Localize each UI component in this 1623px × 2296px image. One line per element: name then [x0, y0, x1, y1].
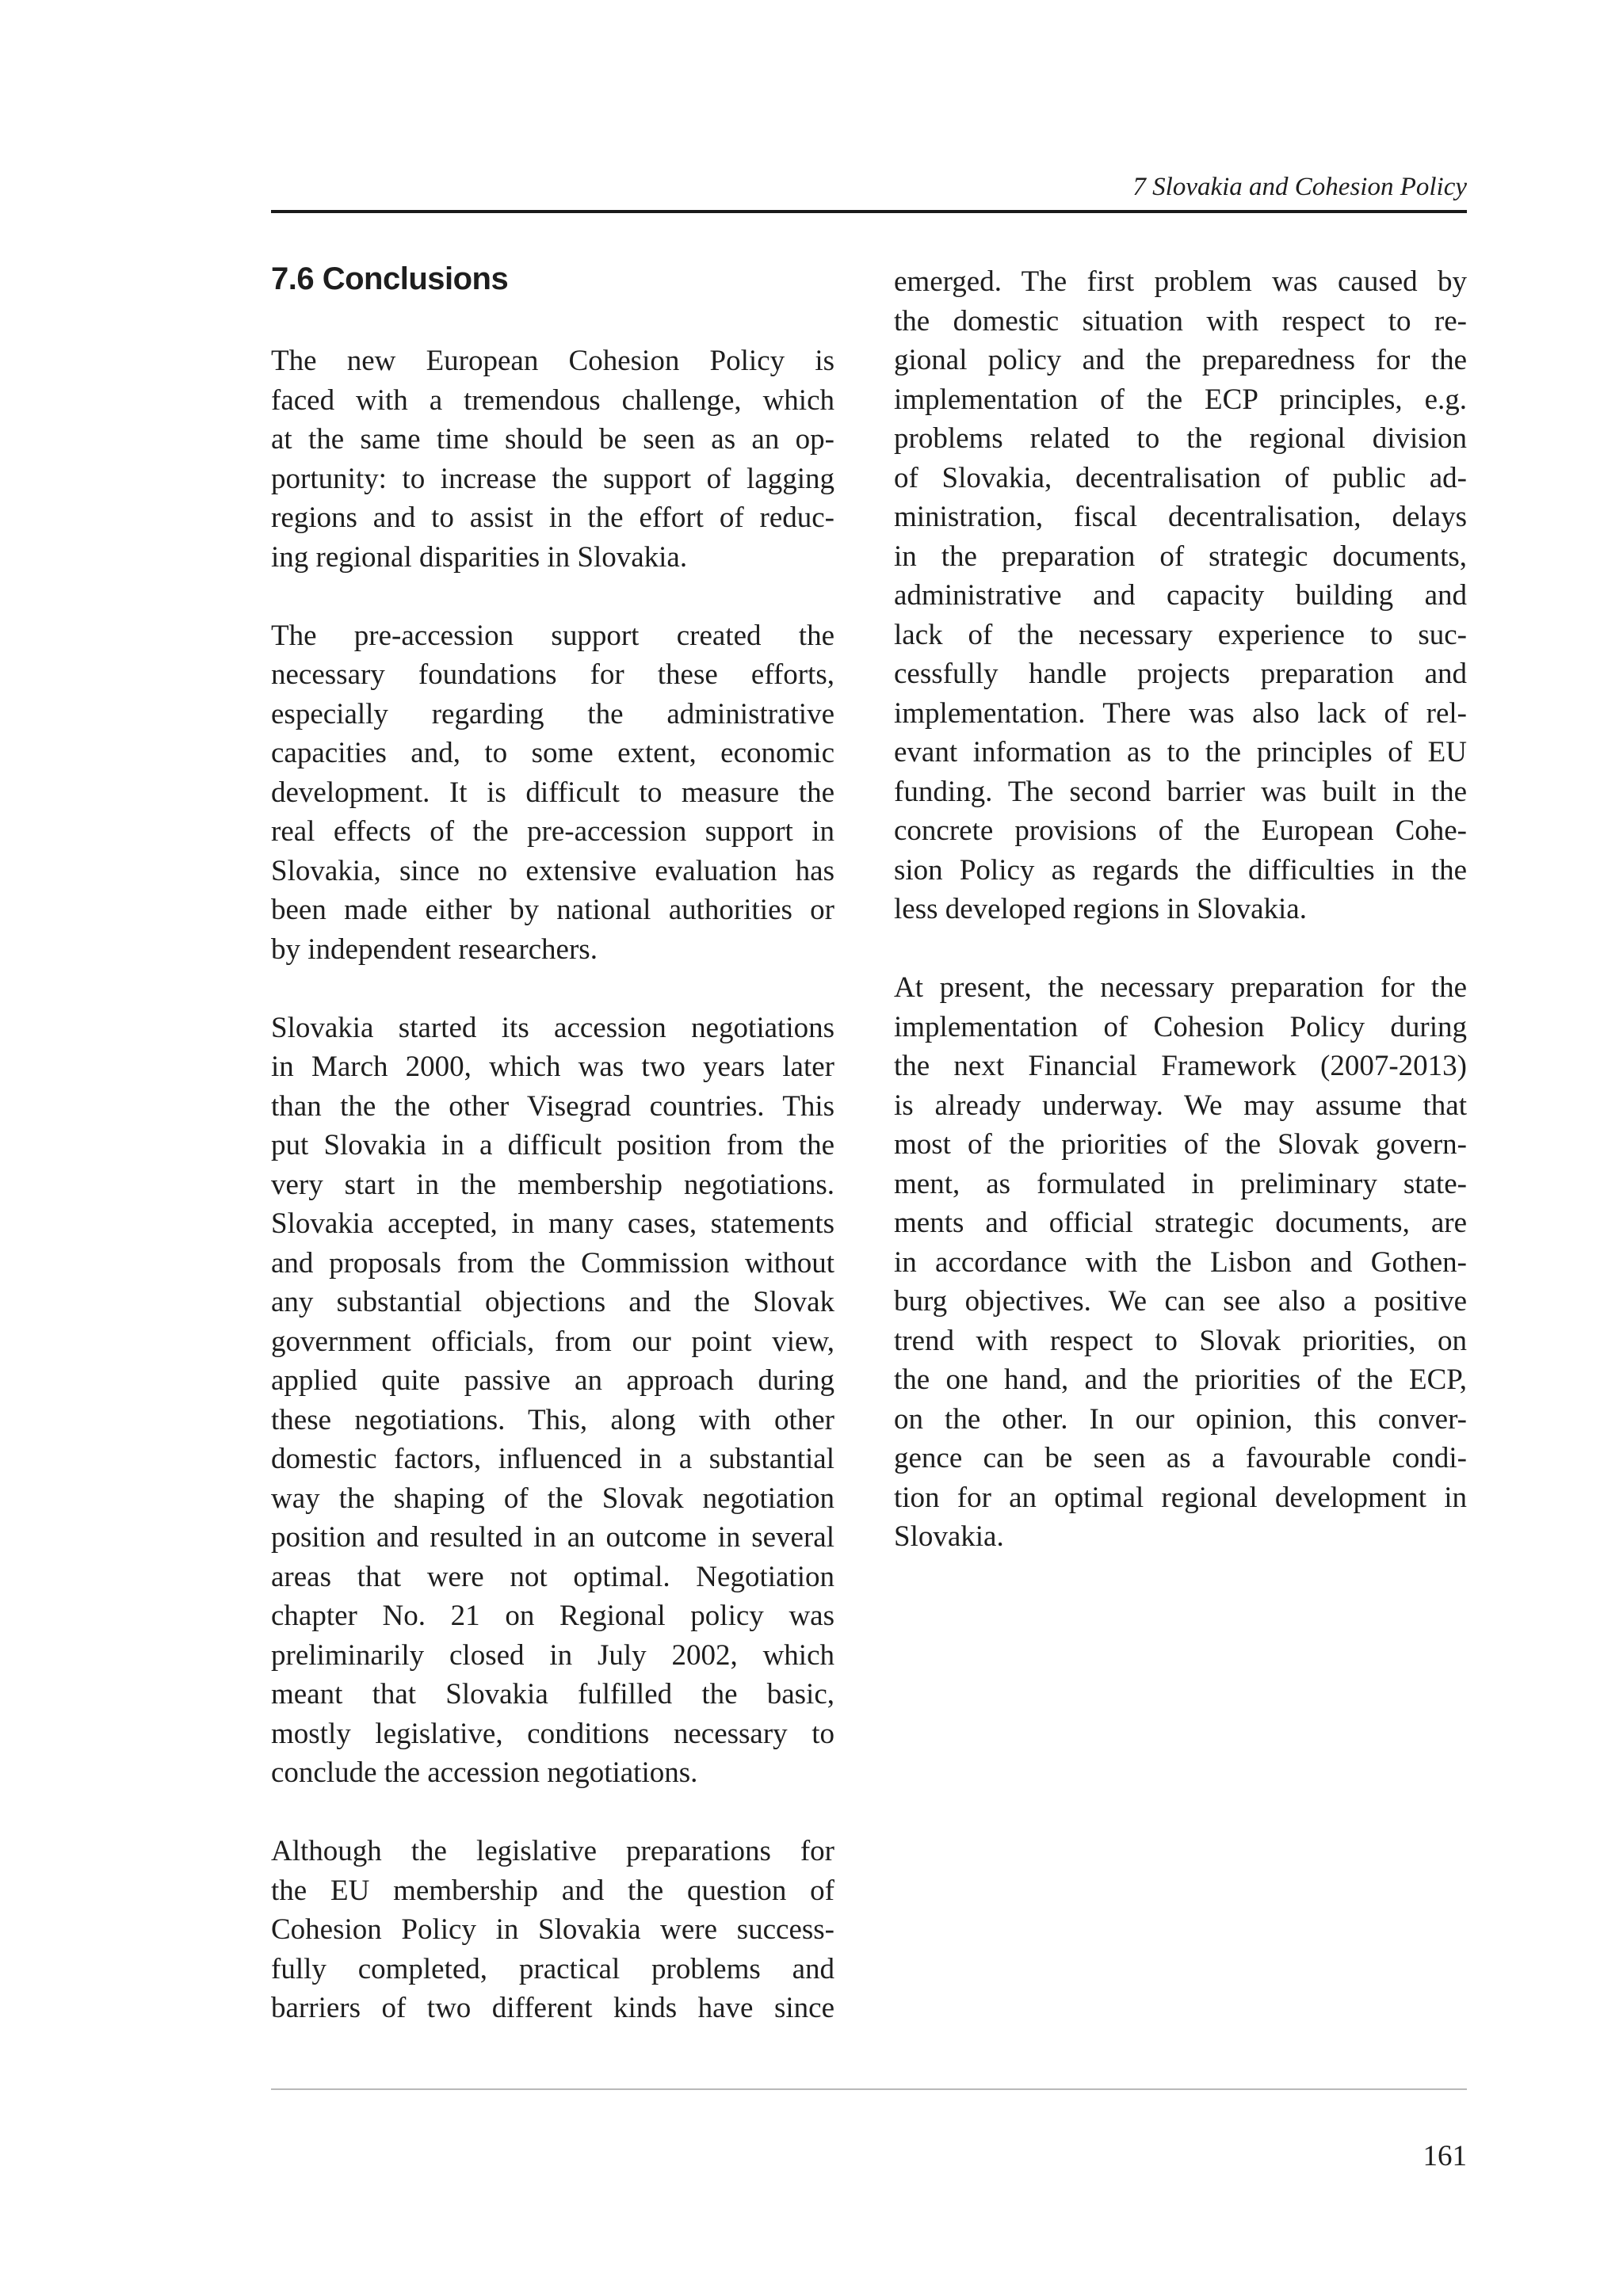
- text-line: in March 2000, which was two years later: [271, 1051, 834, 1083]
- text-line: mostly legislative, conditions necessary to: [271, 1717, 834, 1750]
- text-line: lack of the necessary experience to suc-: [894, 618, 1467, 651]
- text-line: government officials, from our point view,: [271, 1325, 834, 1358]
- text-line: less developed regions in Slovakia.: [894, 893, 1307, 925]
- text-line: these negotiations. This, along with other: [271, 1403, 834, 1436]
- text-line: on the other. In our opinion, this conver-: [894, 1402, 1467, 1436]
- text-line: regions and to assist in the effort of reduc-: [271, 502, 834, 534]
- paragraph: [894, 968, 1467, 1557]
- text-line: than the the other Visegrad countries. This: [271, 1089, 834, 1123]
- text-line: necessary foundations for these efforts,: [271, 658, 834, 691]
- text-line: domestic factors, influenced in a substantial: [271, 1443, 834, 1475]
- text-line: real effects of the pre-accession support in: [271, 815, 834, 848]
- text-line: by independent researchers.: [271, 933, 598, 966]
- text-line: Slovakia.: [894, 1520, 1004, 1553]
- text-line: administrative and capacity building and: [894, 579, 1467, 612]
- text-line: implementation. There was also lack of rel-: [894, 696, 1467, 730]
- text-line: in the preparation of strategic documents,: [894, 540, 1467, 573]
- text-line: ment, as formulated in preliminary state-: [894, 1167, 1467, 1200]
- header-rule: [271, 210, 1467, 213]
- text-line: problems related to the regional division: [894, 422, 1467, 455]
- page-number: 161: [1423, 2140, 1467, 2172]
- text-line: The new European Cohesion Policy is: [271, 345, 834, 377]
- text-line: applied quite passive an approach during: [271, 1364, 834, 1397]
- text-line: most of the priorities of the Slovak govern-: [894, 1128, 1467, 1161]
- text-line: implementation of the ECP principles, e.g.: [894, 383, 1467, 416]
- text-line: the domestic situation with respect to re-: [894, 304, 1467, 338]
- text-line: chapter No. 21 on Regional policy was: [271, 1600, 834, 1632]
- text-line: capacities and, to some extent, economic: [271, 737, 834, 769]
- text-line: fully completed, practical problems and: [271, 1952, 834, 1985]
- text-line: gional policy and the preparedness for the: [894, 344, 1467, 376]
- text-line: meant that Slovakia fulfilled the basic,: [271, 1678, 834, 1711]
- paragraph: [271, 1009, 834, 1793]
- paragraph: [894, 262, 1467, 929]
- text-line: Slovakia accepted, in many cases, statements: [271, 1207, 834, 1240]
- text-line: of Slovakia, decentralisation of public ad-: [894, 461, 1467, 494]
- text-line: burg objectives. We can see also a positive: [894, 1285, 1467, 1318]
- text-line: gence can be seen as a favourable condi-: [894, 1442, 1467, 1474]
- text-line: Slovakia started its accession negotiations: [271, 1011, 834, 1044]
- text-line: in accordance with the Lisbon and Gothen-: [894, 1245, 1467, 1279]
- text-line: ments and official strategic documents, are: [894, 1207, 1467, 1239]
- text-line: barriers of two different kinds have since: [271, 1992, 834, 2024]
- text-line: implementation of Cohesion Policy during: [894, 1010, 1467, 1043]
- text-line: any substantial objections and the Slovak: [271, 1286, 834, 1318]
- text-line: ministration, fiscal decentralisation, delays: [894, 501, 1467, 533]
- text-line: Cohesion Policy in Slovakia were success-: [271, 1913, 834, 1946]
- text-line: the one hand, and the priorities of the ECP,: [894, 1363, 1467, 1396]
- text-line: evant information as to the principles of EU: [894, 736, 1467, 769]
- text-line: put Slovakia in a difficult position from the: [271, 1129, 834, 1161]
- text-line: way the shaping of the Slovak negotiation: [271, 1482, 834, 1515]
- text-line: very start in the membership negotiations.: [271, 1168, 834, 1201]
- text-line: The pre-accession support created the: [271, 619, 834, 652]
- text-line: tion for an optimal regional development in: [894, 1481, 1467, 1514]
- text-line: conclude the accession negotiations.: [271, 1756, 698, 1789]
- text-line: portunity: to increase the support of lagging: [271, 462, 834, 495]
- text-line: especially regarding the administrative: [271, 697, 834, 730]
- text-line: and proposals from the Commission without: [271, 1246, 834, 1280]
- running-header: 7 Slovakia and Cohesion Policy: [1132, 173, 1467, 201]
- text-line: Although the legislative preparations for: [271, 1835, 834, 1867]
- text-line: areas that were not optimal. Negotiation: [271, 1560, 834, 1593]
- text-line: cessfully handle projects preparation and: [894, 658, 1467, 690]
- text-line: faced with a tremendous challenge, which: [271, 383, 834, 417]
- text-line: at the same time should be seen as an op-: [271, 423, 834, 456]
- text-line: the EU membership and the question of: [271, 1874, 834, 1907]
- text-line: is already underway. We may assume that: [894, 1089, 1467, 1122]
- text-line: emerged. The first problem was caused by: [894, 265, 1467, 298]
- text-line: sion Policy as regards the difficulties in the: [894, 853, 1467, 887]
- paragraph: [271, 341, 834, 577]
- text-line: position and resulted in an outcome in several: [271, 1521, 834, 1554]
- text-line: trend with respect to Slovak priorities, on: [894, 1324, 1467, 1357]
- text-line: At present, the necessary preparation for the: [894, 971, 1467, 1004]
- left-column: [271, 341, 834, 2067]
- footer-rule: [271, 2088, 1467, 2090]
- text-line: Slovakia, since no extensive evaluation has: [271, 854, 834, 887]
- text-line: concrete provisions of the European Cohe-: [894, 814, 1467, 847]
- text-line: preliminarily closed in July 2002, which: [271, 1638, 834, 1672]
- text-line: funding. The second barrier was built in the: [894, 775, 1467, 808]
- right-column: [894, 262, 1467, 1596]
- paragraph: [271, 1832, 834, 2028]
- text-line: the next Financial Framework (2007-2013): [894, 1050, 1467, 1082]
- text-line: development. It is difficult to measure the: [271, 776, 834, 809]
- text-line: ing regional disparities in Slovakia.: [271, 540, 688, 574]
- paragraph: [271, 616, 834, 970]
- section-heading: 7.6 Conclusions: [271, 261, 509, 296]
- text-line: been made either by national authorities or: [271, 894, 834, 926]
